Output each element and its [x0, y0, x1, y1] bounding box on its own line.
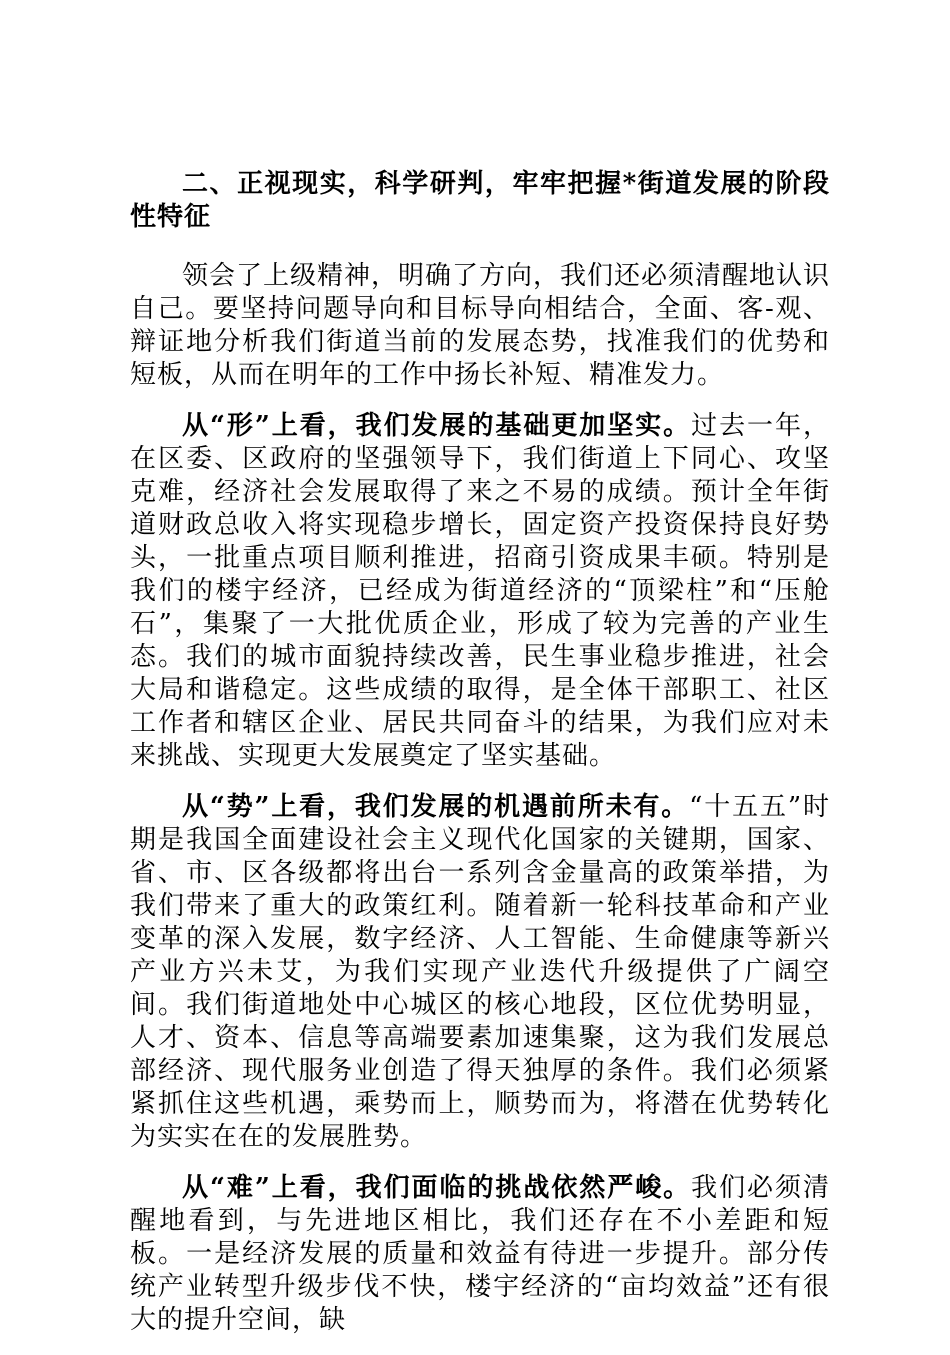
paragraph-lead: 从“势”上看，我们发展的机遇前所未有。 [182, 792, 690, 822]
paragraph-foundation [130, 410, 830, 773]
document-body [130, 168, 830, 1355]
paragraph-body: 过去一年，在区委、区政府的坚强领导下，我们街道上下同心、攻坚克难，经济社会发展取得了来之不易的成绩。预计全年街道财政总收入将实现稳步增长，固定资产投资保持良好势头，一批重点项目顺利推进，招商引资成果丰硕。特别是我们的楼宇经济，已经成为街道经济的“顶梁柱”和“压舱石”，集聚了一大批优质企业，形成了较为完善的产业生态。我们的城市面貌持续改善，民生事业稳步推进，社会大局和谐稳定。这些成绩的取得，是全体干部职工、社区工作者和辖区企业、居民共同奋斗的结果，为我们应对未来挑战、实现更大发展奠定了坚实基础。 [130, 411, 830, 771]
paragraph-body: 领会了上级精神，明确了方向，我们还必须清醒地认识自己。要坚持问题导向和目标导向相结合，全面、客-观、辩证地分析我们街道当前的发展态势，找准我们的优势和短板，从而在明年的工作中扬长补短、精准发力。 [130, 261, 831, 390]
section-heading: 二、正视现实，科学研判，牢牢把握*街道发展的阶段性特征 [130, 169, 830, 232]
paragraph-lead: 从“难”上看，我们面临的挑战依然严峻。 [182, 1173, 692, 1203]
paragraph-intro [130, 260, 830, 392]
paragraph-lead: 从“形”上看，我们发展的基础更加坚实。 [182, 411, 692, 441]
paragraph-challenge [130, 1172, 830, 1337]
paragraph-body: 我们必须清醒地看到，与先进地区相比，我们还存在不小差距和短板。一是经济发展的质量和效益有待进一步提升。部分传统产业转型升级步伐不快，楼宇经济的“亩均效益”还有很大的提升空间，缺 [130, 1173, 830, 1335]
paragraph-body: “十五五”时期是我国全面建设社会主义现代化国家的关键期，国家、省、市、区各级都将出台一系列含金量高的政策举措，为我们带来了重大的政策红利。随着新一轮科技革命和产业变革的深入发展，数字经济、人工智能、生命健康等新兴产业方兴未艾，为我们实现产业迭代升级提供了广阔空间。我们街道地处中心城区的核心地段，区位优势明显，人才、资本、信息等高端要素加速集聚，这为我们发展总部经济、现代服务业创造了得天独厚的条件。我们必须紧紧抓住这些机遇，乘势而上，顺势而为，将潜在优势转化为实实在在的发展胜势。 [130, 792, 830, 1152]
paragraph-opportunity [130, 791, 830, 1154]
